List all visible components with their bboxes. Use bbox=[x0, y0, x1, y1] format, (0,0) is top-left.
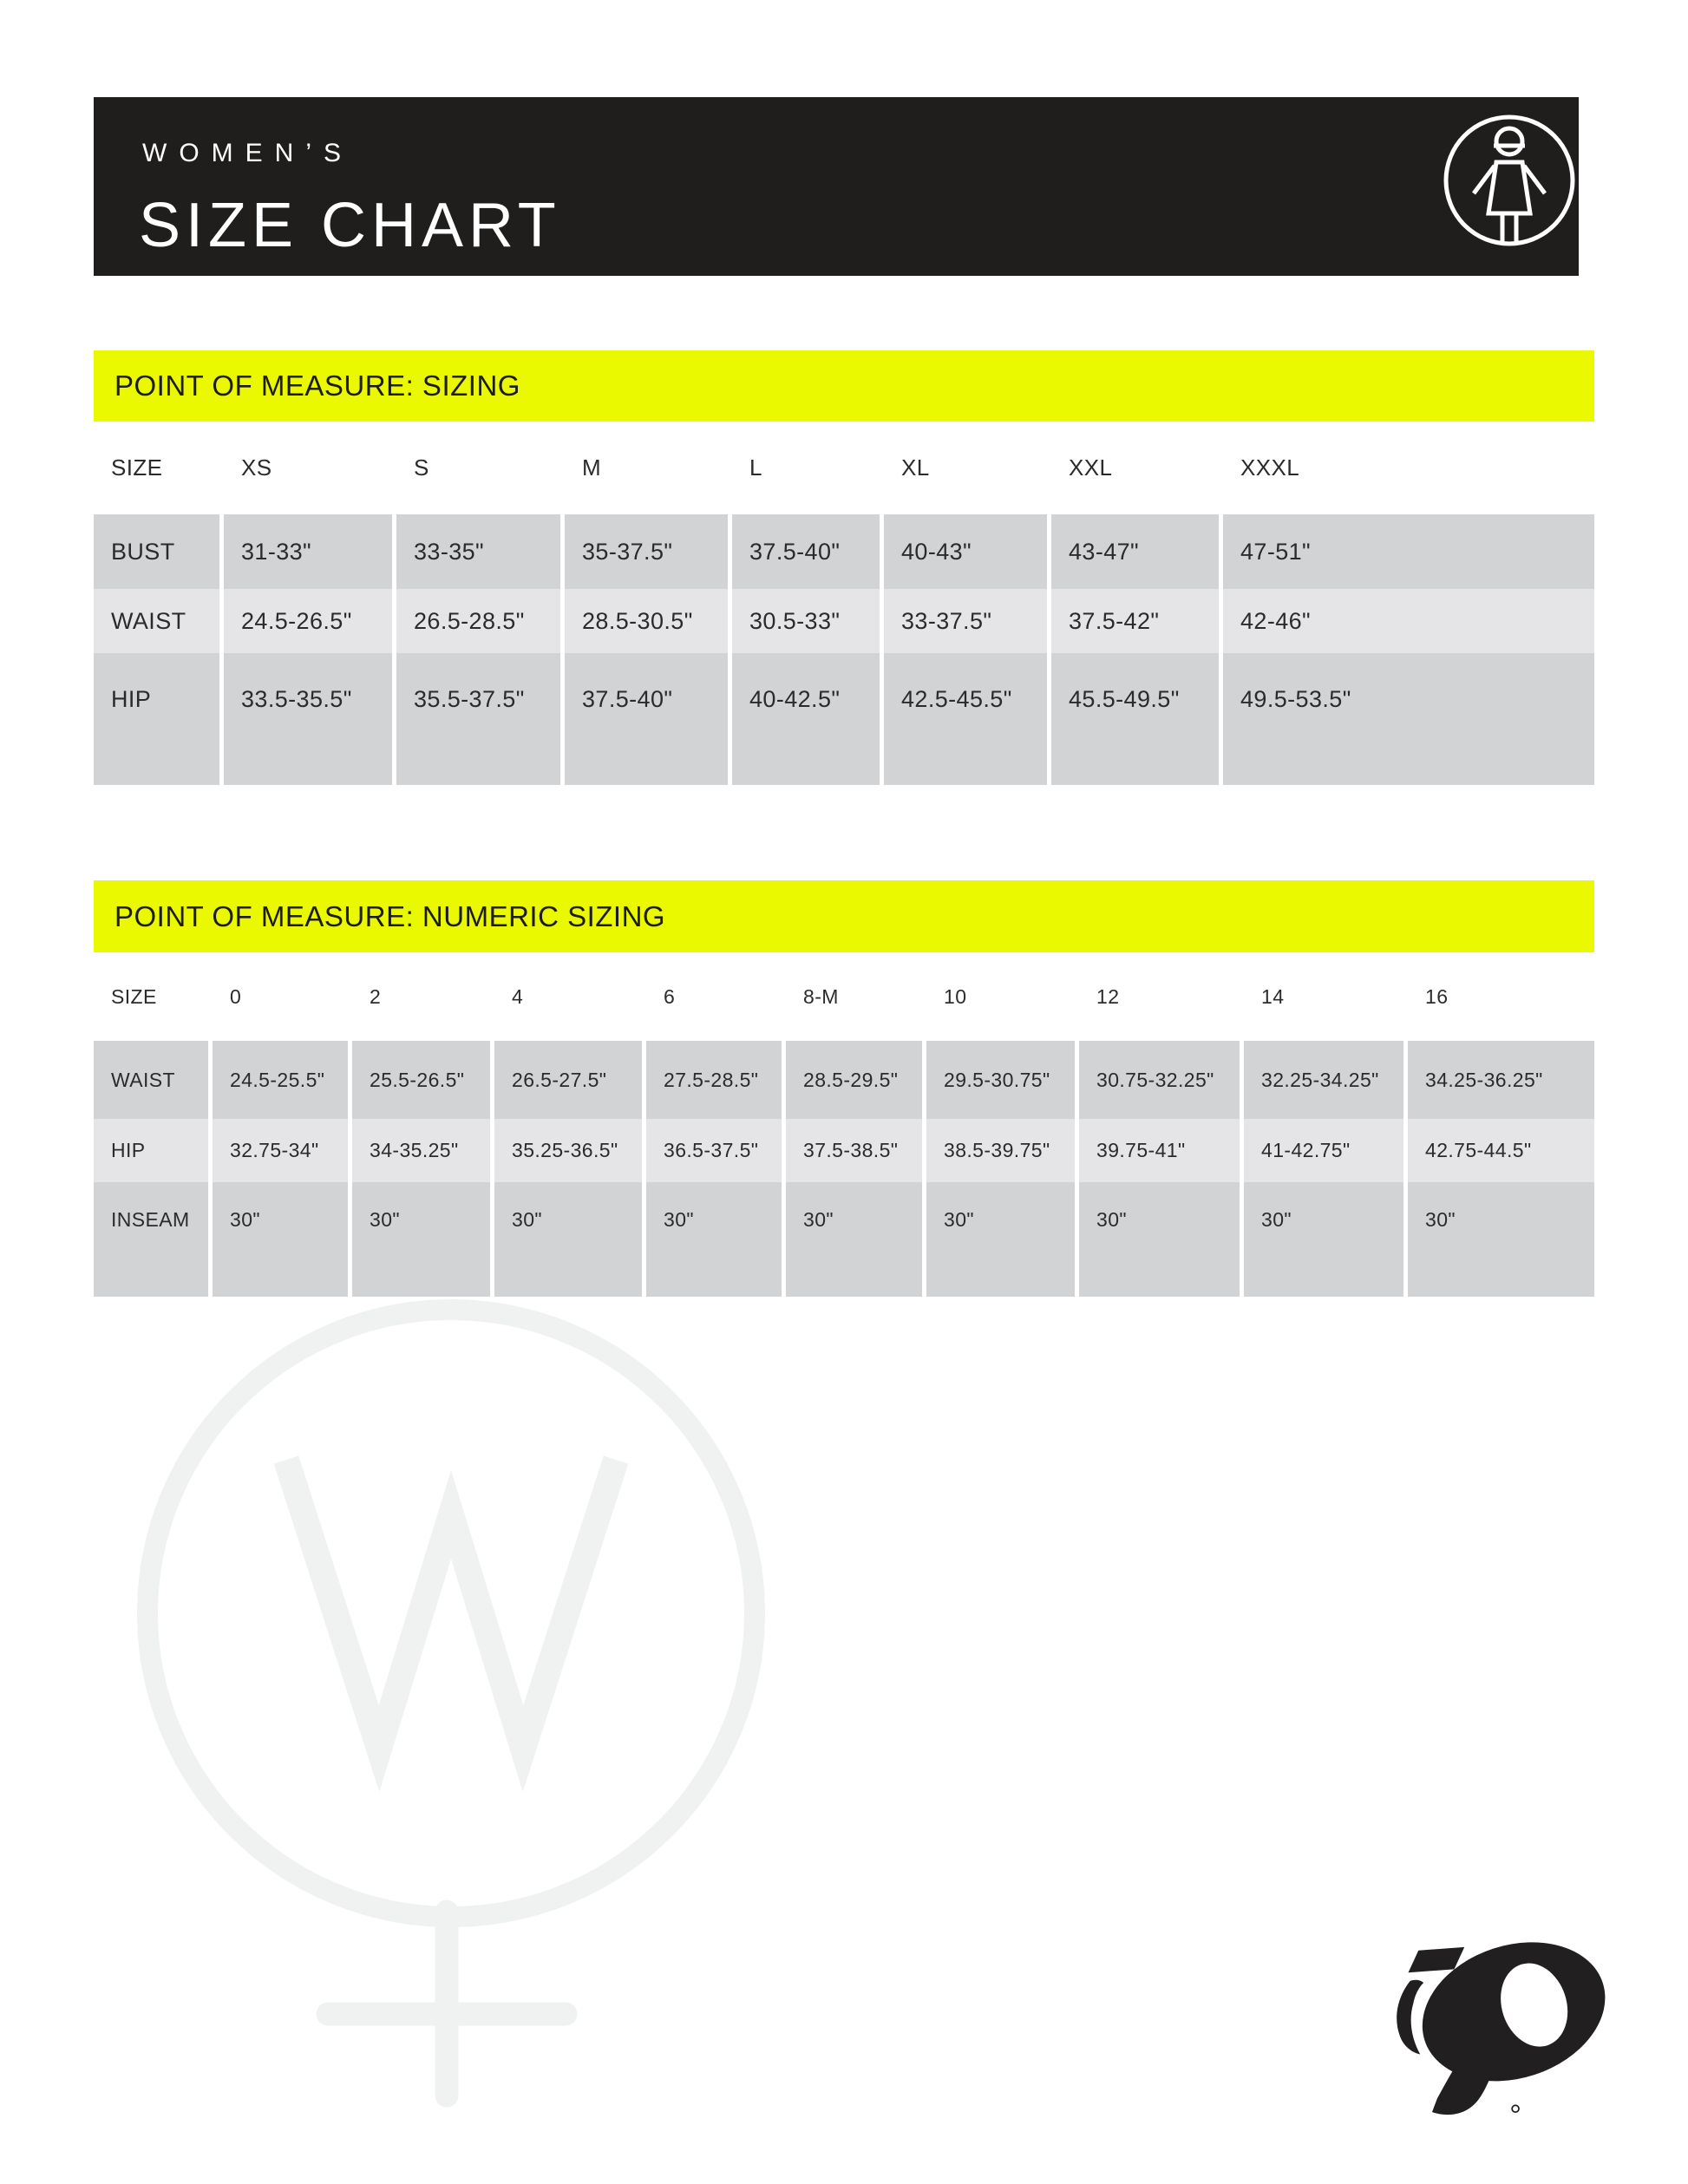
table-row bbox=[94, 1119, 1594, 1182]
column-header: 0 bbox=[213, 952, 352, 1041]
column-header: 4 bbox=[494, 952, 646, 1041]
column-header: XXXL bbox=[1223, 422, 1594, 514]
data-cell: 28.5-30.5" bbox=[565, 589, 732, 653]
data-cell: 42.75-44.5" bbox=[1408, 1119, 1594, 1182]
column-header: M bbox=[565, 422, 732, 514]
section-title: POINT OF MEASURE: SIZING bbox=[114, 369, 520, 402]
data-cell: 34-35.25" bbox=[352, 1119, 494, 1182]
data-cell: 33-37.5" bbox=[884, 589, 1051, 653]
row-label: BUST bbox=[94, 514, 224, 589]
data-cell: 30" bbox=[1408, 1182, 1594, 1297]
column-header: 2 bbox=[352, 952, 494, 1041]
women-watermark bbox=[91, 1291, 811, 2184]
table-row bbox=[94, 653, 1594, 785]
table-row bbox=[94, 589, 1594, 653]
column-header: 10 bbox=[926, 952, 1079, 1041]
header-eyebrow: WOMEN’S bbox=[142, 139, 353, 167]
section-bar-numeric-sizing bbox=[94, 880, 1594, 952]
data-cell: 26.5-27.5" bbox=[494, 1041, 646, 1119]
column-header: 14 bbox=[1244, 952, 1408, 1041]
data-cell: 49.5-53.5" bbox=[1223, 653, 1594, 785]
column-header: S bbox=[396, 422, 565, 514]
section-bar-sizing bbox=[94, 350, 1594, 422]
data-cell: 37.5-38.5" bbox=[786, 1119, 926, 1182]
column-header: 12 bbox=[1079, 952, 1244, 1041]
data-cell: 30" bbox=[352, 1182, 494, 1297]
table-row bbox=[94, 514, 1594, 589]
column-header: L bbox=[732, 422, 884, 514]
data-cell: 33-35" bbox=[396, 514, 565, 589]
data-cell: 30" bbox=[926, 1182, 1079, 1297]
data-cell: 30" bbox=[1079, 1182, 1244, 1297]
row-label: HIP bbox=[94, 1119, 213, 1182]
numeric-sizing-table bbox=[94, 952, 1594, 1297]
data-cell: 28.5-29.5" bbox=[786, 1041, 926, 1119]
data-cell: 41-42.75" bbox=[1244, 1119, 1408, 1182]
data-cell: 31-33" bbox=[224, 514, 396, 589]
data-cell: 36.5-37.5" bbox=[646, 1119, 786, 1182]
page-title: SIZE CHART bbox=[139, 191, 561, 260]
data-cell: 30" bbox=[494, 1182, 646, 1297]
row-label: HIP bbox=[94, 653, 224, 785]
data-cell: 42-46" bbox=[1223, 589, 1594, 653]
data-cell: 24.5-25.5" bbox=[213, 1041, 352, 1119]
column-header: XXL bbox=[1051, 422, 1223, 514]
data-cell: 37.5-40" bbox=[732, 514, 884, 589]
data-cell: 35.25-36.5" bbox=[494, 1119, 646, 1182]
data-cell: 42.5-45.5" bbox=[884, 653, 1051, 785]
data-cell: 45.5-49.5" bbox=[1051, 653, 1223, 785]
header-banner bbox=[94, 97, 1579, 276]
row-label: WAIST bbox=[94, 589, 224, 653]
column-header: SIZE bbox=[94, 422, 224, 514]
column-header: XS bbox=[224, 422, 396, 514]
data-cell: 43-47" bbox=[1051, 514, 1223, 589]
pearl-izumi-logo bbox=[1386, 1939, 1607, 2120]
row-label: INSEAM bbox=[94, 1182, 213, 1297]
data-cell: 34.25-36.25" bbox=[1408, 1041, 1594, 1119]
data-cell: 25.5-26.5" bbox=[352, 1041, 494, 1119]
column-header-row bbox=[94, 422, 1594, 514]
data-cell: 30.5-33" bbox=[732, 589, 884, 653]
data-cell: 27.5-28.5" bbox=[646, 1041, 786, 1119]
data-cell: 37.5-42" bbox=[1051, 589, 1223, 653]
data-cell: 47-51" bbox=[1223, 514, 1594, 589]
table-row bbox=[94, 1041, 1594, 1119]
data-cell: 30" bbox=[646, 1182, 786, 1297]
table-row bbox=[94, 1182, 1594, 1297]
data-cell: 30" bbox=[213, 1182, 352, 1297]
woman-figure-icon bbox=[1440, 113, 1579, 252]
column-header: SIZE bbox=[94, 952, 213, 1041]
data-cell: 35.5-37.5" bbox=[396, 653, 565, 785]
data-cell: 32.75-34" bbox=[213, 1119, 352, 1182]
data-cell: 30.75-32.25" bbox=[1079, 1041, 1244, 1119]
column-header: 6 bbox=[646, 952, 786, 1041]
data-cell: 35-37.5" bbox=[565, 514, 732, 589]
data-cell: 37.5-40" bbox=[565, 653, 732, 785]
data-cell: 39.75-41" bbox=[1079, 1119, 1244, 1182]
data-cell: 26.5-28.5" bbox=[396, 589, 565, 653]
row-label: WAIST bbox=[94, 1041, 213, 1119]
data-cell: 30" bbox=[1244, 1182, 1408, 1297]
column-header-row bbox=[94, 952, 1594, 1041]
section-title: POINT OF MEASURE: NUMERIC SIZING bbox=[114, 899, 666, 932]
data-cell: 40-42.5" bbox=[732, 653, 884, 785]
data-cell: 33.5-35.5" bbox=[224, 653, 396, 785]
data-cell: 38.5-39.75" bbox=[926, 1119, 1079, 1182]
data-cell: 29.5-30.75" bbox=[926, 1041, 1079, 1119]
data-cell: 30" bbox=[786, 1182, 926, 1297]
data-cell: 24.5-26.5" bbox=[224, 589, 396, 653]
data-cell: 32.25-34.25" bbox=[1244, 1041, 1408, 1119]
data-cell: 40-43" bbox=[884, 514, 1051, 589]
sizing-table bbox=[94, 422, 1594, 785]
column-header: XL bbox=[884, 422, 1051, 514]
column-header: 16 bbox=[1408, 952, 1594, 1041]
column-header: 8-M bbox=[786, 952, 926, 1041]
